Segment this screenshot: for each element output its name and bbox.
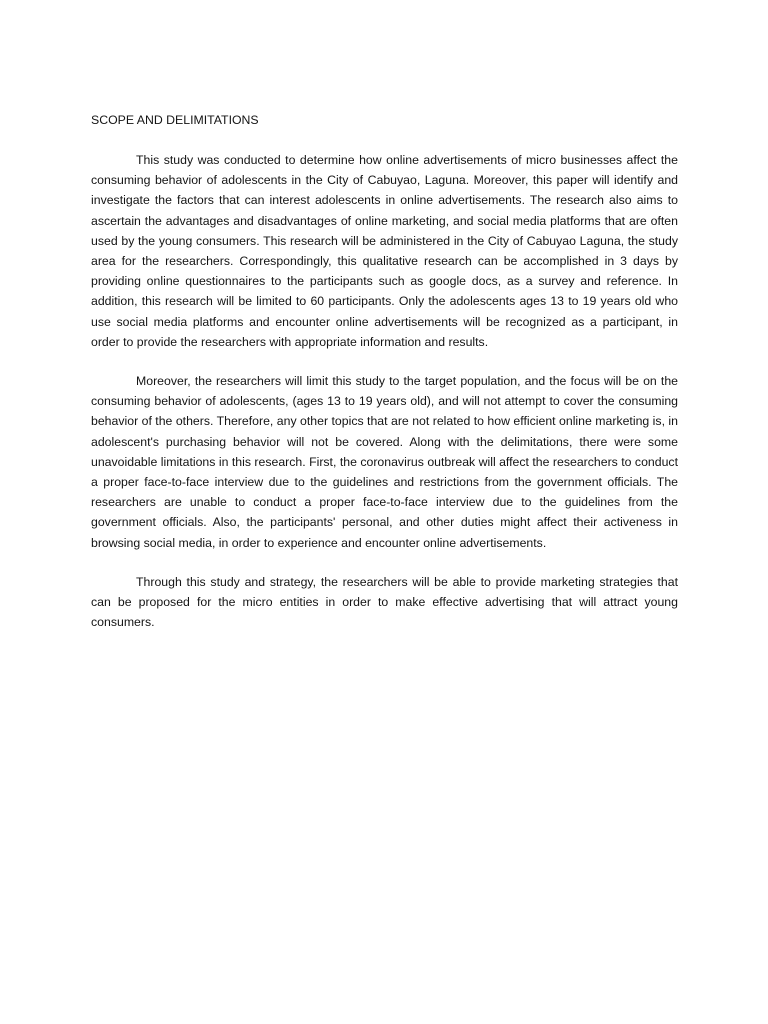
document-body	[91, 110, 678, 632]
section-heading: SCOPE AND DELIMITATIONS	[91, 113, 259, 127]
paragraph-scope: This study was conducted to determine how online advertisements of micro businesses affect the consuming behavior of adolescents in the City of Cabuyao, Laguna. Moreover, this paper will identify and investigate the factors that can interest adolescents in online advertisements. The research also aims to ascertain the advantages and disadvantages of online marketing, and social media platforms that are often used by the young consumers. This research will be administered in the City of Cabuyao Laguna, the study area for the researchers. Correspondingly, this qualitative research can be accomplished in 3 days by providing online questionnaires to the participants such as google docs, as a survey and reference. In addition, this research will be limited to 60 participants. Only the adolescents ages 13 to 19 years old who use social media platforms and encounter online advertisements will be recognized as a participant, in order to provide the researchers with appropriate information and results.	[91, 153, 678, 349]
paragraph-strategy: Through this study and strategy, the researchers will be able to provide marketing strategies that can be proposed for the micro entities in order to make effective advertising that will attract young consumers.	[91, 574, 678, 630]
paragraph-delimitations: Moreover, the researchers will limit this study to the target population, and the focus will be on the consuming behavior of adolescents, (ages 13 to 19 years old), and will not attempt to cover the consuming behavior of the others. Therefore, any other topics that are not related to how efficient online marketing is, in adolescent's purchasing behavior will not be covered. Along with the delimitations, there were some unavoidable limitations in this research. First, the coronavirus outbreak will affect the researchers to conduct a proper face-to-face interview due to the guidelines and restrictions from the government officials. The researchers are unable to conduct a proper face-to-face interview due to the guidelines from the government officials. Also, the participants' personal, and other duties might affect their activeness in browsing social media, in order to experience and encounter online advertisements.	[91, 374, 678, 550]
